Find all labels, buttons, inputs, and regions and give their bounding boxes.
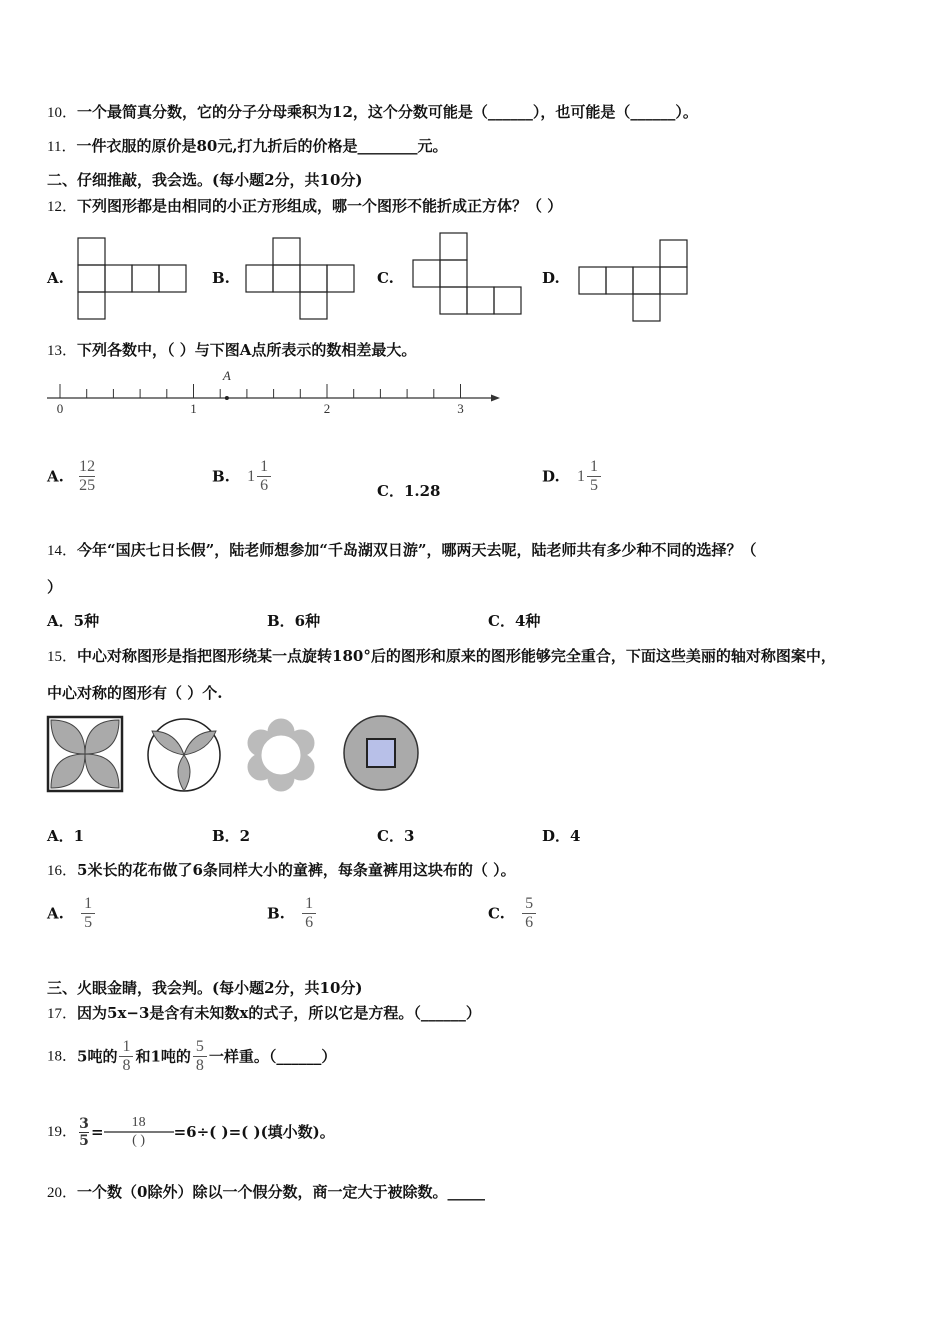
fraction-1-6 [302, 895, 316, 932]
question-number: 11． [47, 139, 77, 155]
question-20 [47, 1182, 485, 1203]
figure-flower [248, 719, 314, 791]
question-text: 今年“国庆七日长假”，陆老师想参加“千岛湖双日游”，哪两天去呢，陆老师共有多少种不同的选择？（ [77, 541, 757, 559]
option-label: B. [267, 904, 285, 923]
denominator: 6 [260, 477, 269, 494]
q14-option-a: A．5种 [47, 612, 100, 630]
question-number: 14． [47, 543, 78, 559]
q16-option-a [47, 895, 97, 932]
tick-label: 2 [323, 401, 331, 416]
question-text: 一件衣服的原价是80元,打九折后的价格是________元。 [76, 137, 448, 155]
q15-option-d: D．4 [542, 827, 581, 845]
number-line [0, 365, 520, 420]
question-number: 17． [47, 1006, 78, 1022]
fraction-18-blank [104, 1115, 174, 1149]
question-13 [47, 340, 416, 361]
fraction-12-25 [79, 458, 95, 495]
q13-option-a [47, 458, 97, 495]
question-17 [47, 1003, 481, 1024]
section-3-heading: 三、火眼金睛，我会判。(每小题2分，共10分) [47, 979, 363, 997]
question-15 [47, 646, 836, 667]
q12-option-c-label: C. [377, 269, 394, 287]
number-line-arrow [491, 395, 500, 402]
tick-label: 3 [457, 401, 464, 416]
option-label: D. [542, 467, 560, 486]
whole-part: 1 [247, 467, 256, 485]
fraction-5-8 [193, 1038, 207, 1075]
question-number: 12． [47, 199, 78, 215]
question-16 [47, 860, 516, 881]
question-number: 10． [47, 105, 78, 121]
q14-option-b: B．6种 [267, 612, 321, 630]
question-15-cont: 中心对称的图形有（ ）个. [47, 684, 223, 702]
figure-circle-three-petals [148, 719, 220, 791]
question-text: 中心对称图形是指把图形绕某一点旋转180°后的图形和原来的图形能够完全重合，下面这些美丽的轴对称图案中， [77, 647, 836, 665]
question-text: 下列图形都是由相同的小正方形组成，哪一个图形不能折成正方体？（ ） [77, 197, 563, 215]
option-label: B. [212, 467, 230, 486]
question-text: 下列各数中，（ ）与下图A点所表示的数相差最大。 [77, 341, 417, 359]
q12-option-a-label: A. [47, 269, 64, 287]
q13-option-c: C．1.28 [377, 482, 441, 500]
figure-coin [344, 716, 418, 790]
fraction-3-5 [79, 1116, 89, 1149]
question-number: 15． [47, 649, 78, 665]
q15-option-a: A．1 [47, 827, 85, 845]
tick-label: 0 [56, 401, 64, 416]
point-a-label: A [222, 368, 231, 383]
question-number: 20． [47, 1185, 78, 1201]
q13-option-d [542, 458, 603, 495]
symmetry-figures [0, 705, 450, 800]
q14-option-c: C．4种 [488, 612, 541, 630]
numerator: 1 [122, 1038, 131, 1055]
cube-nets [0, 0, 950, 340]
net-b [246, 238, 354, 319]
question-text-3: 一样重。（______） [208, 1047, 337, 1066]
fraction-1-5 [587, 458, 601, 495]
question-number: 16． [47, 863, 78, 879]
question-text: 5米长的花布做了6条同样大小的童裤，每条童裤用这块布的（ ）。 [77, 861, 516, 879]
option-label: C. [488, 904, 505, 923]
section-2-heading: 二、仔细推敲，我会选。(每小题2分，共10分) [47, 171, 363, 189]
numerator: 12 [79, 458, 96, 475]
equals-sign: = [91, 1123, 104, 1141]
question-text: 因为5x−3是含有未知数x的式子，所以它是方程。（______） [77, 1004, 481, 1022]
option-label: A. [47, 904, 64, 923]
numerator: 1 [305, 895, 314, 912]
denominator-blank: ( ) [132, 1133, 145, 1148]
fraction-1-6 [257, 458, 271, 495]
q16-option-c [488, 895, 538, 932]
question-number: 19． [47, 1124, 78, 1140]
q16-option-b [267, 895, 318, 932]
question-14-cont: ） [47, 578, 63, 596]
fraction-1-8 [119, 1038, 133, 1075]
net-d [579, 240, 687, 321]
fraction-5-6 [522, 895, 536, 932]
numerator: 1 [84, 895, 93, 912]
option-label: A. [47, 467, 64, 486]
denominator: 5 [84, 914, 93, 931]
denominator: 25 [79, 477, 96, 494]
denominator: 6 [525, 914, 534, 931]
denominator: 6 [305, 914, 314, 931]
point-a-dot [225, 396, 229, 400]
question-14 [47, 540, 757, 561]
q15-option-c: C．3 [377, 827, 415, 845]
denominator: 5 [589, 477, 598, 494]
denominator: 8 [122, 1057, 131, 1074]
q15-option-b: B．2 [212, 827, 251, 845]
question-number: 13． [47, 343, 78, 359]
question-19 [47, 1115, 335, 1149]
net-a [78, 238, 186, 319]
tick-label: 1 [190, 401, 197, 416]
denominator: 5 [79, 1132, 89, 1149]
fraction-1-5 [81, 895, 95, 932]
numerator: 5 [525, 895, 534, 912]
question-18 [47, 1038, 336, 1075]
question-text: =6÷( )=( )(填小数)。 [173, 1123, 335, 1141]
question-text: 一个最简真分数，它的分子分母乘积为12，这个分数可能是（______），也可能是（______）。 [77, 103, 698, 121]
whole-part: 1 [576, 467, 585, 485]
q12-option-b-label: B. [212, 269, 230, 287]
denominator: 8 [195, 1057, 204, 1074]
net-c [413, 233, 521, 314]
figure-square-petals [48, 717, 122, 791]
question-text-1: 5吨的 [77, 1047, 118, 1066]
numerator: 3 [79, 1115, 89, 1132]
numerator: 1 [260, 458, 269, 475]
question-number: 18． [47, 1048, 78, 1065]
question-text-2: 和1吨的 [135, 1047, 191, 1066]
numerator: 5 [195, 1038, 204, 1055]
q13-option-b [212, 458, 273, 495]
numerator: 1 [589, 458, 598, 475]
question-text: 一个数（0除外）除以一个假分数，商一定大于被除数。_____ [77, 1183, 485, 1201]
numerator: 18 [131, 1115, 146, 1130]
q12-option-d-label: D. [542, 269, 560, 287]
